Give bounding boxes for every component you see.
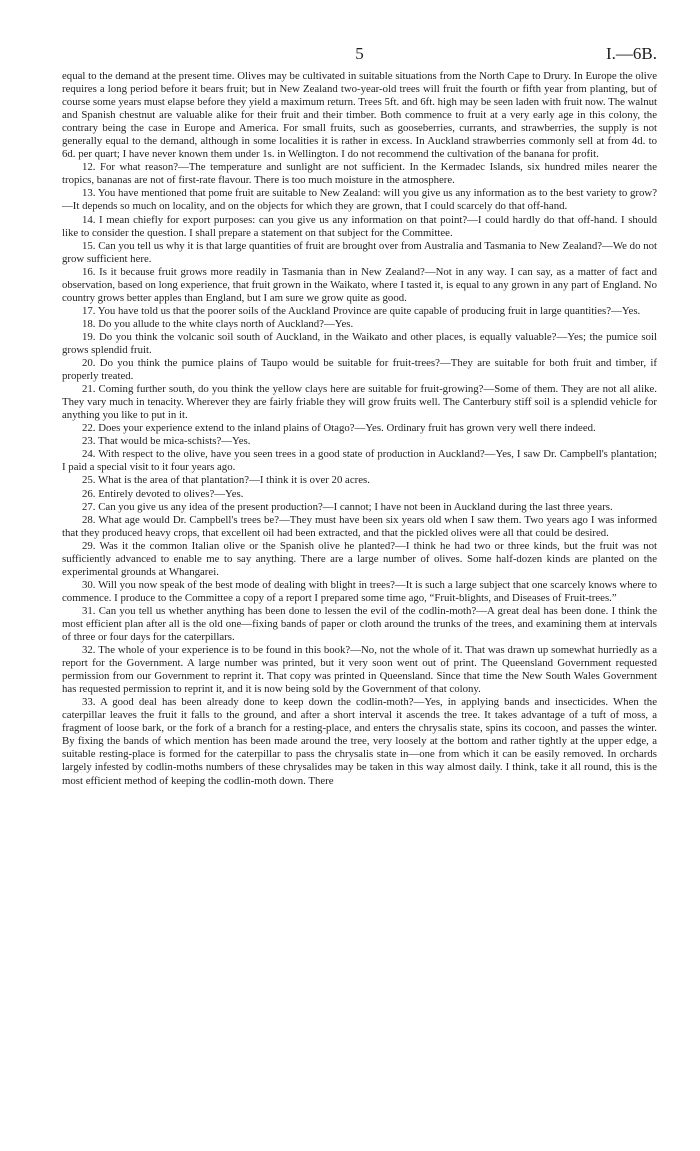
question-18: 18. Do you allude to the white clays north of Auckland?—Yes. [82, 317, 354, 330]
question-29: 29. Was it the common Italian olive or the Spanish olive he planted?—I think he had two or three kinds, but the fruit was not sufficiently advanced to enable me to say anything. There are a large number of olives. Some half-dozen kinds are planted on the experimental grounds at Whangarei. [62, 539, 657, 578]
question-15: 15. Can you tell us why it is that large quantities of fruit are brought over from Australia and Tasmania to New Zealand?—We do not grow sufficient here. [62, 239, 657, 265]
question-25: 25. What is the area of that plantation?—I think it is over 20 acres. [82, 474, 370, 487]
question-21: 21. Coming further south, do you think the yellow clays here are suitable for fruit-growing?—Some of them. They are not all alike. They vary much in tenacity. Wherever they are fairly friable they will grow fruits well. The Canterbury stiff soil is a splendid vehicle for anything you like to put in it. [62, 383, 657, 422]
question-20: 20. Do you think the pumice plains of Taupo would be suitable for fruit-trees?—They are suitable for both fruit and timber, if properly treated. [62, 357, 657, 383]
body-text [62, 70, 657, 788]
page-header [62, 44, 657, 70]
question-31: 31. Can you tell us whether anything has been done to lessen the evil of the codlin-moth?—A great deal has been done. I think the most efficient plan after all is the old one—fixing bands of paper or cloth around the trunks of the trees, and examining them at intervals of three or four days for the caterpillars. [62, 604, 657, 644]
document-reference: I.—6B. [606, 44, 657, 63]
question-23: 23. That would be mica-schists?—Yes. [82, 435, 251, 448]
question-19: 19. Do you think the volcanic soil south of Auckland, in the Waikato and other places, is equally valuable?—Yes; the pumice soil grows splendid fruit. [62, 330, 657, 356]
question-32: 32. The whole of your experience is to be found in this book?—No, not the whole of it. That was drawn up somewhat hurriedly as a report for the Government. A large number was printed, but it very soon went out of print. The Queensland Government requested permission from our Government to reprint it. That copy was printed in Queensland. Since that time the New South Wales Government has requested permission to reprint it, and it is now being sold by the Government of that colony. [62, 644, 657, 696]
question-26: 26. Entirely devoted to olives?—Yes. [82, 487, 244, 500]
question-33: 33. A good deal has been already done to keep down the codlin-moth?—Yes, in applying bands and insecticides. When the caterpillar leaves the fruit it falls to the ground, and after a short interval it ascends the tree. It takes advantage of a tuft of moss, a fragment of loose bark, or the fork of a branch for a resting-place, and enters the chrysalis state, spins its cocoon, and passes the winter. By fixing the bands of which mention has been made around the tree, very loosely at the bottom and rather tightly at the upper edge, a suitable resting-place is formed for the caterpillar to pass the chrysalis state in—one from which it can be easily removed. In orchards largely infested by codlin-moths numbers of these chrysalides may be taken in this way almost daily. I think, take it all round, this is the most efficient method of keeping the codlin-moth down. There [62, 696, 657, 787]
question-28: 28. What age would Dr. Campbell's trees be?—They must have been six years old when I saw them. Two years ago I was informed that they produced heavy crops, that excellent oil had been extracted, and that the pickled olives were all that could be desired. [62, 513, 657, 539]
question-17: 17. You have told us that the poorer soils of the Auckland Province are quite capable of producing fruit in large quantities?—Yes. [82, 304, 641, 317]
question-30: 30. Will you now speak of the best mode of dealing with blight in trees?—It is such a large subject that one scarcely knows where to commence. I produce to the Committee a copy of a report I prepared some time ago, “Fruit-blights, and Diseases of Fruit-trees.” [62, 578, 657, 604]
question-13: 13. You have mentioned that pome fruit are suitable to New Zealand: will you give us any information as to the best variety to grow?—It depends so much on locality, and on the objects for which they are grown, that I could scarcely do that off-hand. [62, 187, 657, 213]
question-12: 12. For what reason?—The temperature and sunlight are not sufficient. In the Kermadec Islands, six hundred miles nearer the tropics, bananas are not of first-rate flavour. There is too much moisture in the atmosphere. [62, 161, 657, 187]
question-27: 27. Can you give us any idea of the present production?—I cannot; I have not been in Auckland during the last three years. [82, 500, 613, 513]
question-22: 22. Does your experience extend to the inland plains of Otago?—Yes. Ordinary fruit has grown very well there indeed. [82, 422, 596, 435]
question-14: 14. I mean chiefly for export purposes: can you give us any information on that point?—I could hardly do that off-hand. I should like to consider the question. I shall prepare a statement on that subject for the Committee. [62, 213, 657, 239]
question-16: 16. Is it because fruit grows more readily in Tasmania than in New Zealand?—Not in any way. I can say, as a matter of fact and observation, based on long experience, that fruit grown in the Waikato, where I tasted it, is equal to any grown in any part of England. No country grows better apples than England, but I am sure we grow quite as good. [62, 265, 657, 304]
paragraph-continuation: equal to the demand at the present time. Olives may be cultivated in suitable situations from the North Cape to Drury. In Europe the olive requires a long period before it bears fruit; but in New Zealand two-year-old trees will fruit the fourth or fifth year from planting, but of course some years must elapse before they yield a maximum return. Trees 5ft. and 6ft. high may be seen laden with fruit now. The walnut and Spanish chestnut are valuable alike for their fruit and their timber. Both commence to fruit at a very early age in this colony, the contrary being the case in Europe and America. For small fruits, such as gooseberries, currants, and strawberries, the supply is not generally equal to the demand, although in some localities it is rather in excess. In Auckland strawberries commonly sell at from 4d. to 6d. per quart; I have never known them under 1s. in Wellington. I do not recommend the cultivation of the banana for profit. [62, 70, 657, 161]
question-24: 24. With respect to the olive, have you seen trees in a good state of production in Auckland?—Yes, I saw Dr. Campbell's plantation; I paid a special visit to it four years ago. [62, 448, 657, 474]
page-number: 5 [355, 44, 364, 63]
